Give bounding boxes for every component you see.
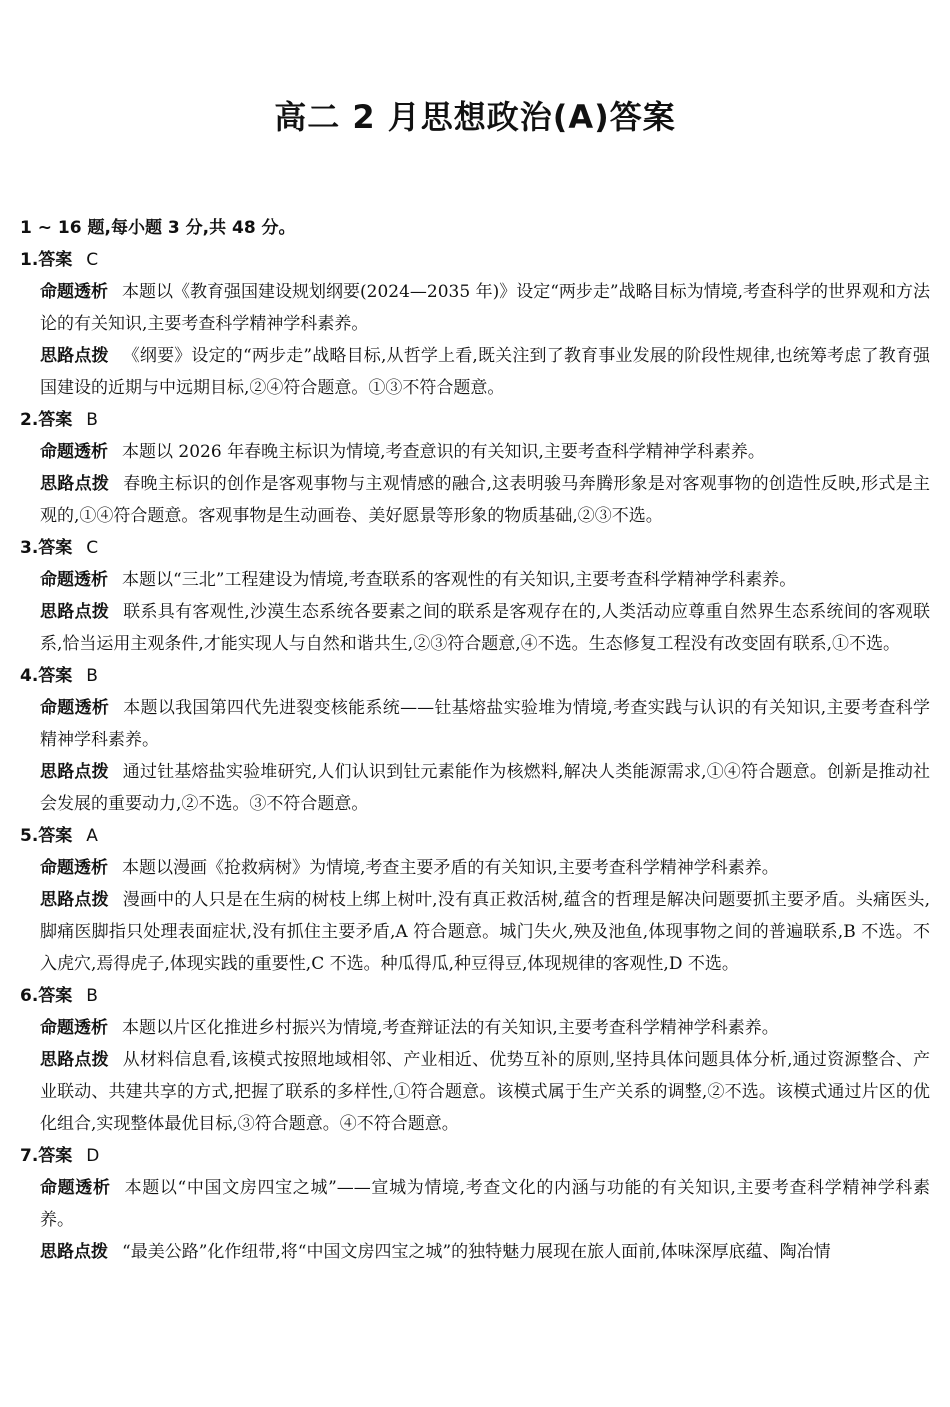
hint-label: 思路点拨 xyxy=(40,1050,109,1070)
analysis-label: 命题透析 xyxy=(40,570,108,590)
answer-choice: C xyxy=(86,538,99,558)
hint-paragraph xyxy=(20,756,930,820)
hint-text: 春晚主标识的创作是客观事物与主观情感的融合,这表明骏马奔腾形象是对客观事物的创造性反映,形式是主观的,①④符合题意。客观事物是生动画卷、美好愿景等形象的物质基础,②③不选。 xyxy=(40,474,931,526)
question-block xyxy=(20,980,930,1140)
hint-label: 思路点拨 xyxy=(40,474,110,494)
hint-text: 联系具有客观性,沙漠生态系统各要素之间的联系是客观存在的,人类活动应尊重自然界生态系统间的客观联系,恰当运用主观条件,才能实现人与自然和谐共生,②③符合题意,④不选。生态修复工程没有改变固有联系,①不选。 xyxy=(40,602,931,654)
section-intro: 1 ~ 16 题,每小题 3 分,共 48 分。 xyxy=(20,218,296,238)
analysis-text: 本题以我国第四代先进裂变核能系统——钍基熔盐实验堆为情境,考查实践与认识的有关知识,主要考查科学精神学科素养。 xyxy=(40,698,930,750)
hint-label: 思路点拨 xyxy=(40,1242,108,1262)
question-header xyxy=(20,1140,930,1172)
question-number: 6. xyxy=(20,986,39,1006)
question-number: 3. xyxy=(20,538,39,558)
question-list xyxy=(20,244,930,1268)
hint-text: 从材料信息看,该模式按照地域相邻、产业相近、优势互补的原则,坚持具体问题具体分析,通过资源整合、产业联动、共建共享的方式,把握了联系的多样性,①符合题意。该模式属于生产关系的调整,②不选。该模式通过片区的优化组合,实现整体最优目标,③符合题意。④不符合题意。 xyxy=(40,1050,931,1134)
question-block xyxy=(20,404,930,532)
hint-paragraph xyxy=(20,884,930,980)
analysis-text: 本题以“中国文房四宝之城”——宣城为情境,考查文化的内涵与功能的有关知识,主要考查科学精神学科素养。 xyxy=(40,1178,930,1230)
hint-paragraph xyxy=(20,340,930,404)
question-block xyxy=(20,1140,930,1268)
analysis-text: 本题以漫画《抢救病树》为情境,考查主要矛盾的有关知识,主要考查科学精神学科素养。 xyxy=(122,858,779,878)
page-bottom-margin xyxy=(0,1336,950,1407)
question-block xyxy=(20,244,930,404)
answer-content xyxy=(20,212,930,1268)
question-number: 5. xyxy=(20,826,39,846)
answer-label: 答案 xyxy=(38,1146,73,1166)
analysis-paragraph xyxy=(20,692,930,756)
question-block xyxy=(20,532,930,660)
answer-label: 答案 xyxy=(38,666,73,686)
question-header xyxy=(20,660,930,692)
question-number: 7. xyxy=(20,1146,39,1166)
hint-text: 通过钍基熔盐实验堆研究,人们认识到钍元素能作为核燃料,解决人类能源需求,①④符合题意。创新是推动社会发展的重要动力,②不选。③不符合题意。 xyxy=(40,762,931,814)
answer-choice: C xyxy=(86,250,99,270)
analysis-text: 本题以“三北”工程建设为情境,考查联系的客观性的有关知识,主要考查科学精神学科素养。 xyxy=(122,570,797,590)
hint-label: 思路点拨 xyxy=(40,346,109,366)
hint-paragraph xyxy=(20,596,930,660)
hint-paragraph xyxy=(20,1044,930,1140)
question-number: 1. xyxy=(20,250,39,270)
analysis-paragraph xyxy=(20,436,930,468)
answer-choice: D xyxy=(86,1146,100,1166)
answer-choice: B xyxy=(86,666,98,686)
question-header xyxy=(20,532,930,564)
page-title: 高二 2 月思想政治(A)答案 xyxy=(274,98,676,136)
answer-choice: A xyxy=(86,826,98,846)
analysis-label: 命题透析 xyxy=(40,442,108,462)
answer-choice: B xyxy=(86,410,98,430)
answer-label: 答案 xyxy=(38,986,73,1006)
analysis-text: 本题以 2026 年春晚主标识为情境,考查意识的有关知识,主要考查科学精神学科素养。 xyxy=(122,442,765,462)
hint-paragraph xyxy=(20,1236,930,1268)
hint-text: 漫画中的人只是在生病的树枝上绑上树叶,没有真正救活树,蕴含的哲理是解决问题要抓主要矛盾。头痛医头,脚痛医脚指只处理表面症状,没有抓住主要矛盾,A 符合题意。城门失火,殃及池鱼,体现事物之间的普遍联系,B 不选。不入虎穴,焉得虎子,体现实践的重要性,C 不选。种瓜得瓜,种豆得豆,体现规律的客观性,D 不选。 xyxy=(40,890,931,974)
analysis-label: 命题透析 xyxy=(40,698,110,718)
analysis-text: 本题以片区化推进乡村振兴为情境,考查辩证法的有关知识,主要考查科学精神学科素养。 xyxy=(122,1018,779,1038)
question-header xyxy=(20,404,930,436)
question-header xyxy=(20,980,930,1012)
analysis-paragraph xyxy=(20,1012,930,1044)
question-number: 4. xyxy=(20,666,39,686)
hint-label: 思路点拨 xyxy=(40,890,109,910)
analysis-paragraph xyxy=(20,852,930,884)
analysis-text: 本题以《教育强国建设规划纲要(2024—2035 年)》设定“两步走”战略目标为情境,考查科学的世界观和方法论的有关知识,主要考查科学精神学科素养。 xyxy=(40,282,931,334)
answer-choice: B xyxy=(86,986,98,1006)
analysis-label: 命题透析 xyxy=(40,1178,111,1198)
question-header xyxy=(20,244,930,276)
answer-label: 答案 xyxy=(38,538,73,558)
answer-label: 答案 xyxy=(38,410,73,430)
analysis-paragraph xyxy=(20,564,930,596)
analysis-label: 命题透析 xyxy=(40,282,109,302)
hint-label: 思路点拨 xyxy=(40,762,109,782)
answer-label: 答案 xyxy=(38,826,73,846)
answer-label: 答案 xyxy=(38,250,73,270)
analysis-label: 命题透析 xyxy=(40,1018,108,1038)
question-number: 2. xyxy=(20,410,39,430)
analysis-paragraph xyxy=(20,276,930,340)
hint-text: “最美公路”化作纽带,将“中国文房四宝之城”的独特魅力展现在旅人面前,体味深厚底蕴、陶冶情 xyxy=(122,1242,831,1262)
hint-text: 《纲要》设定的“两步走”战略目标,从哲学上看,既关注到了教育事业发展的阶段性规律,也统筹考虑了教育强国建设的近期与中远期目标,②④符合题意。①③不符合题意。 xyxy=(40,346,931,398)
question-block xyxy=(20,660,930,820)
analysis-paragraph xyxy=(20,1172,930,1236)
analysis-label: 命题透析 xyxy=(40,858,108,878)
question-header xyxy=(20,820,930,852)
hint-label: 思路点拨 xyxy=(40,602,110,622)
question-block xyxy=(20,820,930,980)
hint-paragraph xyxy=(20,468,930,532)
